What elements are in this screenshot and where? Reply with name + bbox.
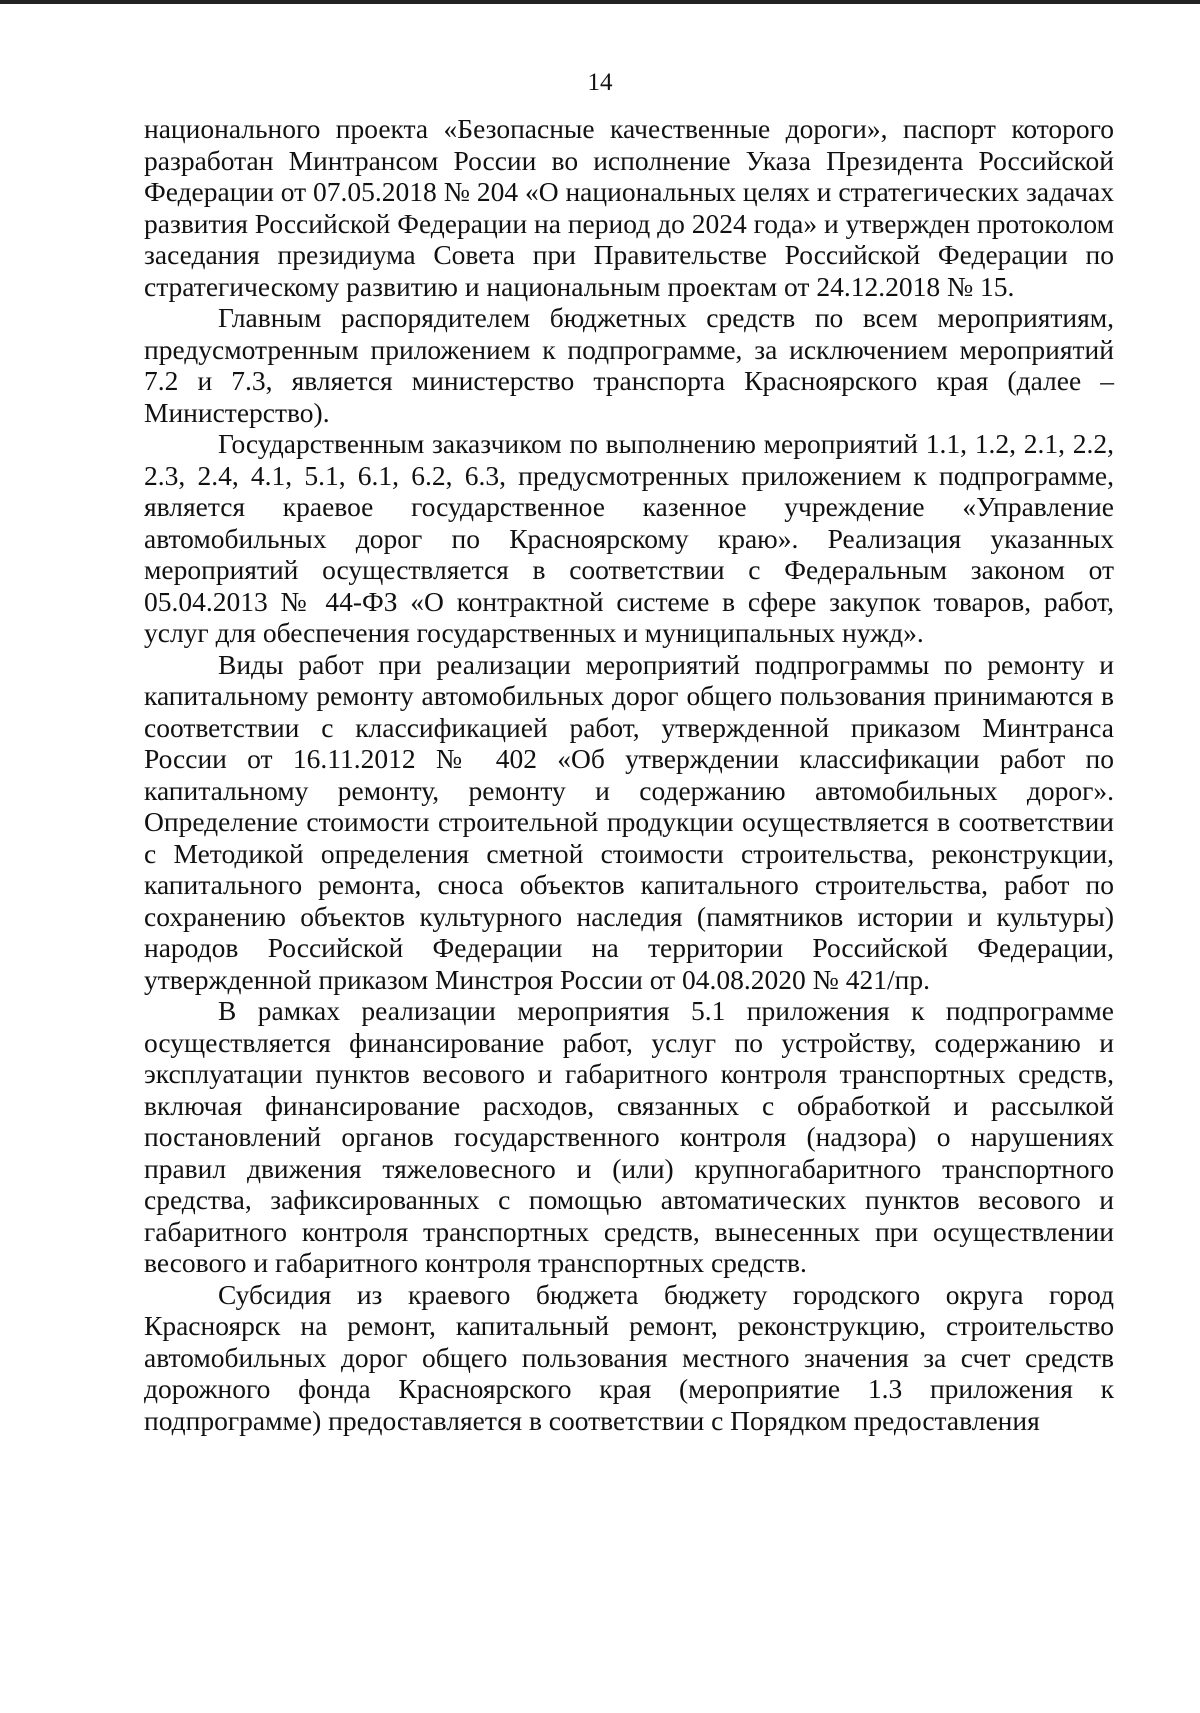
paragraph-state-customer: Государственным заказчиком по выполнению мероприятий 1.1, 1.2, 2.1, 2.2, 2.3, 2.4, 4.1, 5.1, 6.1, 6.2, 6.3, предусмотренных приложением к подпрограмме, является краевое государственное казенное учреждение «Управление автомобильных дорог по Красноярскому краю». Реализация указанных мероприятий осуществляется в соответствии с Федеральным законом от 05.04.2013 № 44-ФЗ «О контрактной системе в сфере закупок товаров, работ, услуг для обеспечения государственных и муниципальных нужд». xyxy=(144,428,1114,648)
paragraph-work-types: Виды работ при реализации мероприятий подпрограммы по ремонту и капитальному ремонту автомобильных дорог общего пользования принимаются в соответствии с классификацией работ, утвержденной приказом Минтранса России от 16.11.2012 № 402 «Об утверждении классификации работ по капитальному ремонту, ремонту и содержанию автомобильных дорог». Определение стоимости строительной продукции осуществляется в соответствии с Методикой определения сметной стоимости строительства, реконструкции, капитального ремонта, сноса объектов капитального строительства, работ по сохранению объектов культурного наследия (памятников истории и культуры) народов Российской Федерации на территории Российской Федерации, утвержденной приказом Минстроя России от 04.08.2020 № 421/пр. xyxy=(144,648,1114,995)
paragraph-subsidy: Субсидия из краевого бюджета бюджету городского округа город Красноярск на ремонт, капитальный ремонт, реконструкцию, строительство автомобильных дорог общего пользования местного значения за счет средств дорожного фонда Красноярского края (мероприятие 1.3 приложения к подпрограмме) предоставляется в соответствии с Порядком предоставления xyxy=(144,1278,1114,1436)
document-body xyxy=(144,113,1114,1436)
paragraph-budget-manager: Главным распорядителем бюджетных средств по всем мероприятиям, предусмотренным приложением к подпрограмме, за исключением мероприятий 7.2 и 7.3, является министерство транспорта Красноярского края (далее – Министерство). xyxy=(144,302,1114,428)
paragraph-weight-control: В рамках реализации мероприятия 5.1 приложения к подпрограмме осуществляется финансирование работ, услуг по устройству, содержанию и эксплуатации пунктов весового и габаритного контроля транспортных средств, включая финансирование расходов, связанных с обработкой и рассылкой постановлений органов государственного контроля (надзора) о нарушениях правил движения тяжеловесного и (или) крупногабаритного транспортного средства, зафиксированных с помощью автоматических пунктов весового и габаритного контроля транспортных средств, вынесенных при осуществлении весового и габаритного контроля транспортных средств. xyxy=(144,995,1114,1278)
page-number: 14 xyxy=(587,69,613,96)
page-top-edge xyxy=(0,0,1200,4)
paragraph-national-project: национального проекта «Безопасные качественные дороги», паспорт которого разработан Минтрансом России во исполнение Указа Президента Российской Федерации от 07.05.2018 № 204 «О национальных целях и стратегических задачах развития Российской Федерации на период до 2024 года» и утвержден протоколом заседания президиума Совета при Правительстве Российской Федерации по стратегическому развитию и национальным проектам от 24.12.2018 № 15. xyxy=(144,113,1114,302)
